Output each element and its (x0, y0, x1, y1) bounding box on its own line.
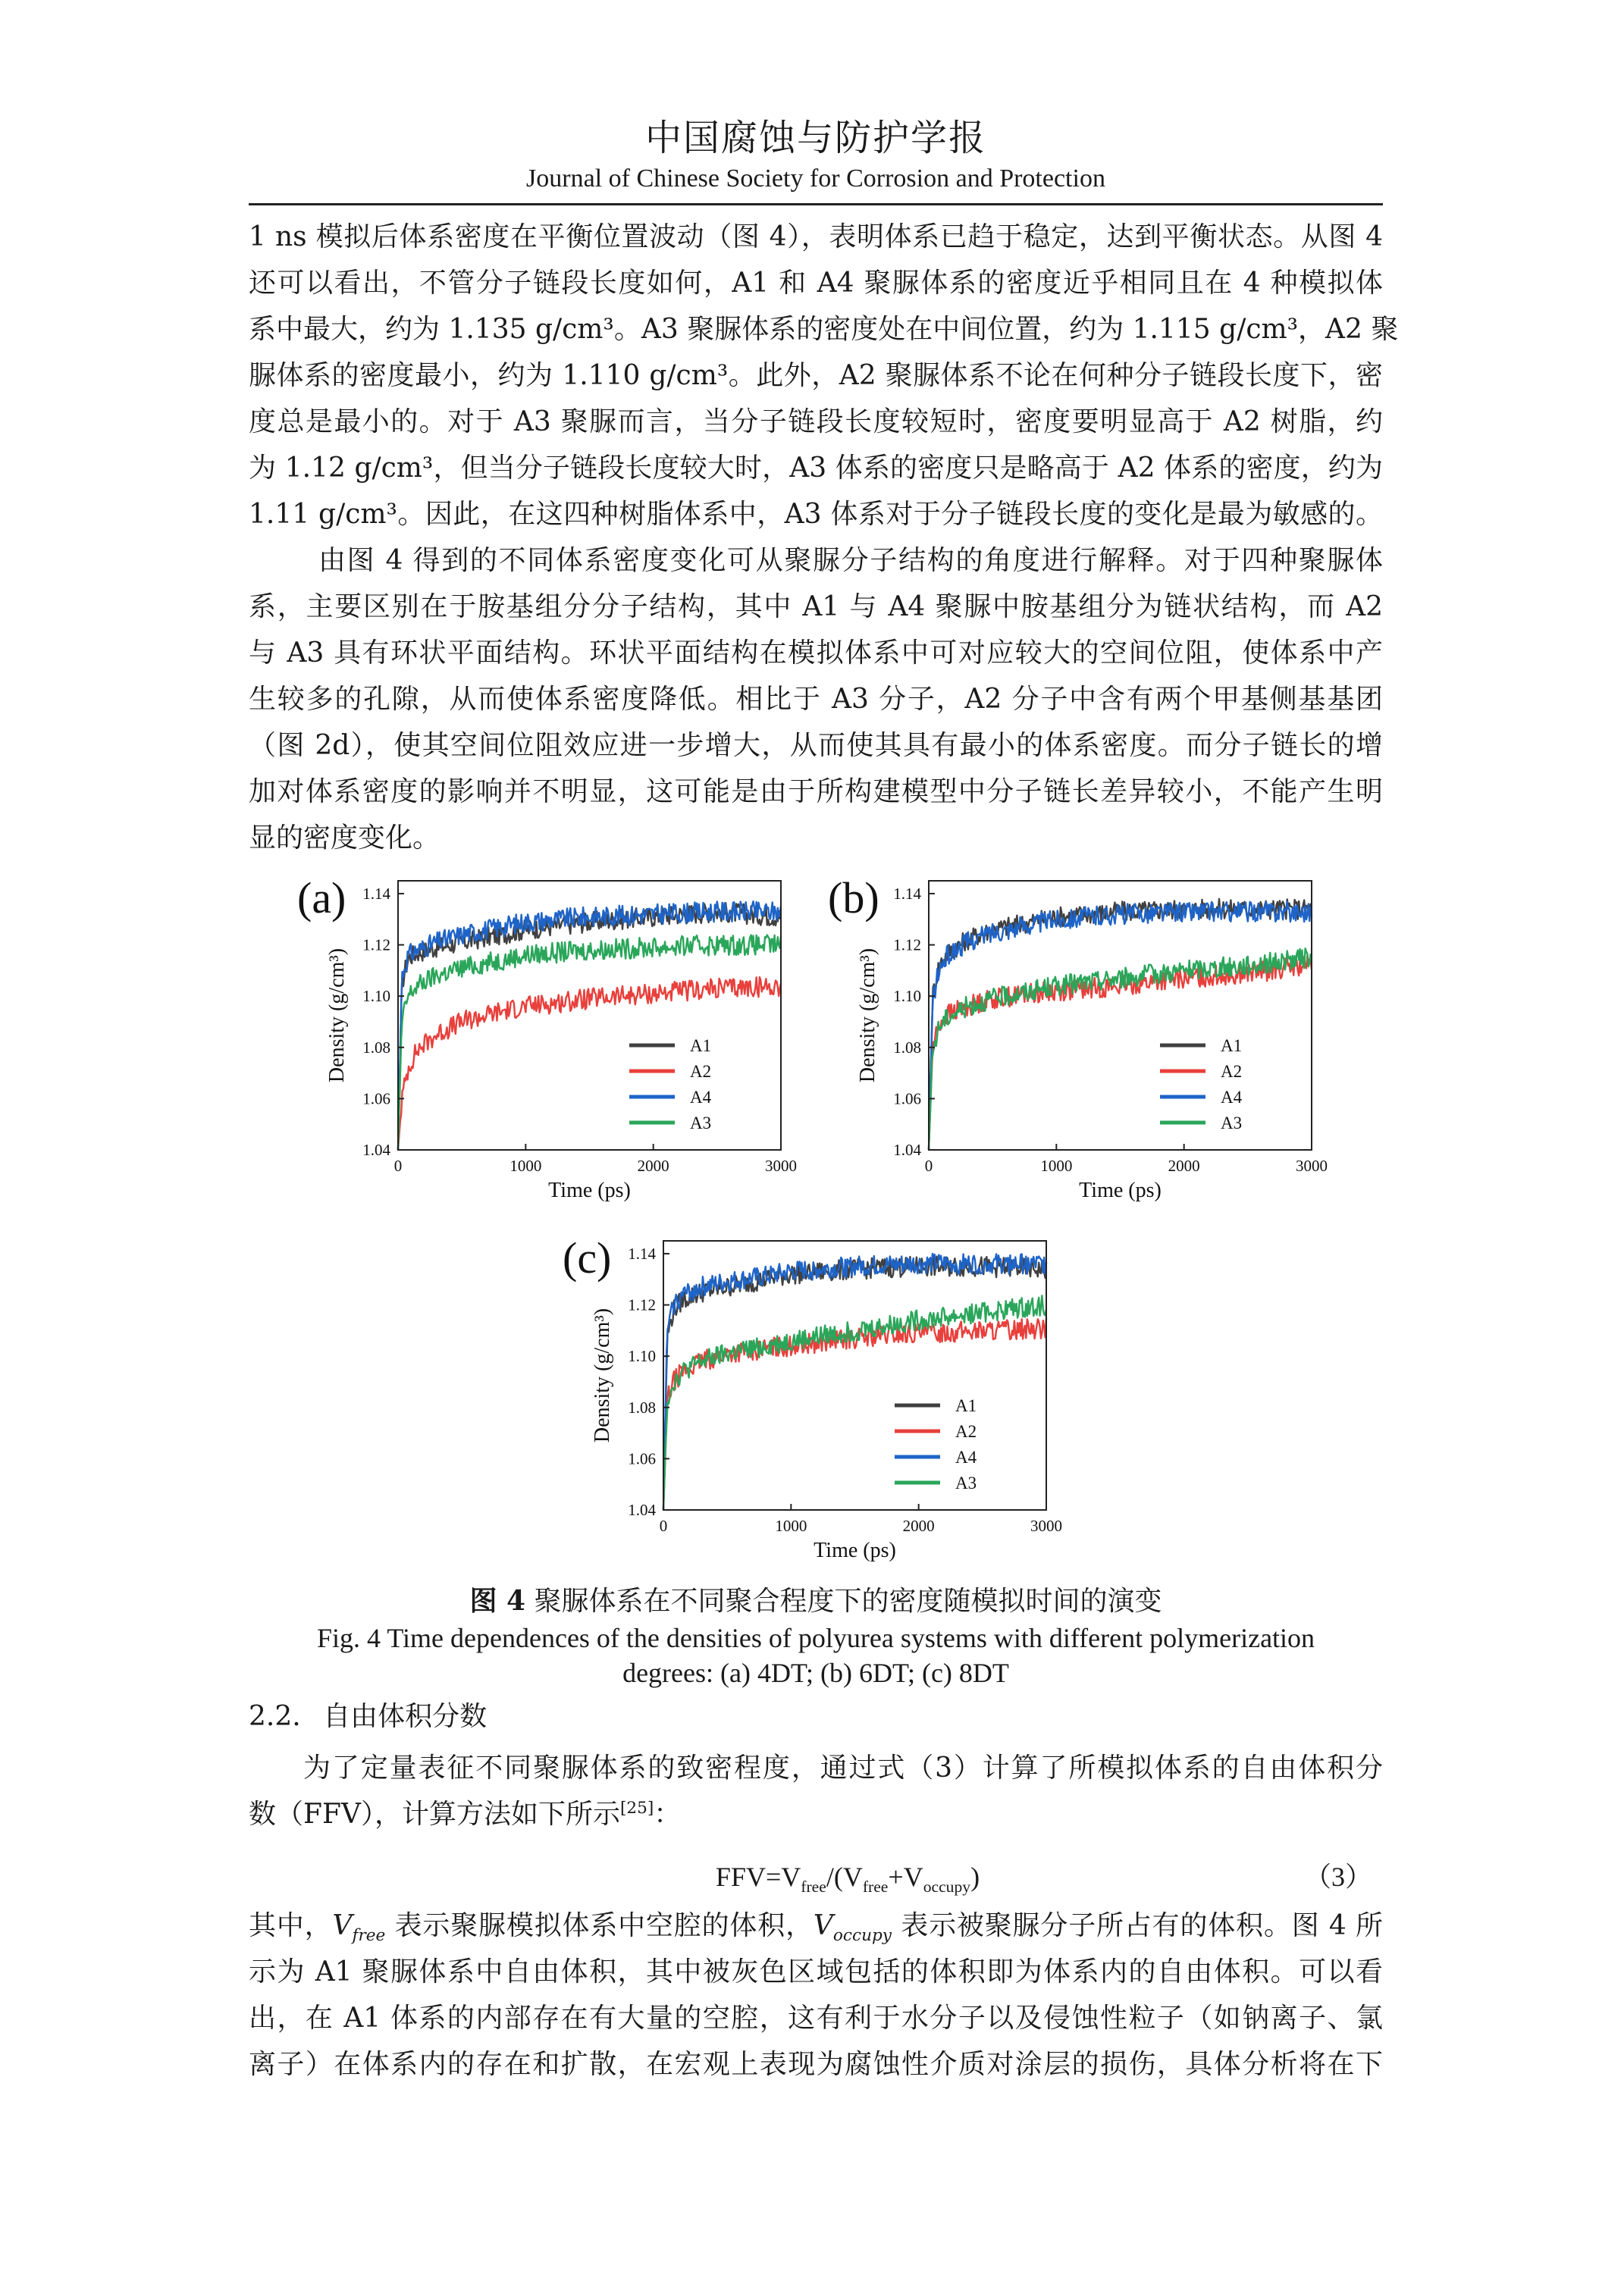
y-axis-label: Density (g/cm³) (591, 1308, 614, 1443)
y-tick-label: 1.04 (628, 1501, 656, 1519)
figure-caption-en (249, 1621, 1383, 1690)
x-tick-label: 3000 (1030, 1517, 1062, 1535)
y-tick-label: 1.14 (628, 1244, 656, 1263)
x-axis-label: Time (ps) (548, 1179, 631, 1202)
text-line: 显的密度变化。 (249, 822, 440, 854)
figure-caption-en-line2: degrees: (a) 4DT; (b) 6DT; (c) 8DT (622, 1658, 1009, 1688)
y-tick-label: 1.10 (628, 1347, 656, 1366)
figure-panel-b (819, 872, 1365, 1228)
y-tick-label: 1.14 (362, 884, 390, 903)
text-line: 加对体系密度的影响并不明显，这可能是由于所构建模型中分子链长差异较小，不能产生明 (249, 776, 1383, 807)
x-axis-label: Time (ps) (814, 1539, 896, 1562)
legend-label-A2: A2 (690, 1062, 712, 1081)
text-line: 脲体系的密度最小，约为 1.110 g/cm³。此外，A2 聚脲体系不论在何种分子链段长度下，密 (249, 360, 1383, 391)
equation-number: （3） (1303, 1862, 1372, 1892)
panel-label: (c) (563, 1233, 612, 1283)
x-tick-label: 1000 (509, 1157, 542, 1175)
text-line: 1.11 g/cm³。因此，在这四种树脂体系中，A3 体系对于分子链段长度的变化是最为敏感的。 (249, 499, 1383, 530)
panel-label: (a) (297, 873, 346, 922)
x-tick-label: 2000 (902, 1517, 935, 1535)
text-line: （图 2d），使其空间位阻效应进一步增大，从而使其具有最小的体系密度。而分子链长的增 (249, 730, 1383, 761)
figure-panel-c (553, 1232, 1099, 1588)
paragraph-4 (249, 1903, 1383, 2088)
series-line-A3 (929, 948, 1312, 1150)
text-line: 数（FFV），计算方法如下所示[25]： (249, 1799, 682, 1830)
y-tick-label: 1.06 (893, 1089, 921, 1108)
journal-header (249, 114, 1383, 196)
section-heading (249, 1698, 487, 1736)
y-tick-label: 1.08 (628, 1398, 656, 1417)
text-line: 1 ns 模拟后体系密度在平衡位置波动（图 4），表明体系已趋于稳定，达到平衡状态。从图 4 (249, 221, 1383, 252)
x-tick-label: 0 (393, 1157, 403, 1175)
text-line: 示为 A1 聚脲体系中自由体积，其中被灰色区域包括的体积即为体系内的自由体积。可以看 (249, 1956, 1383, 1987)
text-line: 其中，$V_{free}$ 表示聚脲模拟体系中空腔的体积，$V_{occupy}$ 表示被聚脲分子所占有的体积。图 4 所 (249, 1910, 1383, 1946)
legend-label-A4: A4 (690, 1088, 712, 1107)
plot-frame (929, 881, 1312, 1150)
text-line: 为了定量表征不同聚脲体系的致密程度，通过式（3）计算了所模拟体系的自由体积分 (303, 1753, 1383, 1784)
series-line-A4 (929, 902, 1312, 1150)
y-tick-label: 1.12 (893, 935, 921, 954)
text-line: 还可以看出，不管分子链段长度如何，A1 和 A4 聚脲体系的密度近乎相同且在 4 种模拟体 (249, 268, 1383, 299)
legend-label-A1: A1 (1221, 1036, 1243, 1055)
legend-label-A1: A1 (690, 1036, 712, 1055)
panel-label: (b) (828, 873, 879, 922)
journal-title-cn: 中国腐蚀与防护学报 (644, 117, 986, 159)
density-chart-a (288, 872, 834, 1228)
equation-ffv: $FFV=V_{free}/(V_{free}+V_{occupy})$ (715, 1862, 980, 1897)
journal-title-en: Journal of Chinese Society for Corrosion and Protection (526, 164, 1105, 193)
text-line: 生较多的孔隙，从而使体系密度降低。相比于 A3 分子，A2 分子中含有两个甲基侧基基团 (249, 684, 1383, 715)
legend-label-A4: A4 (1221, 1088, 1243, 1107)
density-chart-c (553, 1232, 1099, 1588)
text-line: 系中最大，约为 1.135 g/cm³。A3 聚脲体系的密度处在中间位置，约为 1.115 g/cm³，A2 聚 (249, 314, 1399, 345)
x-tick-label: 1000 (1040, 1157, 1073, 1175)
x-tick-label: 2000 (1168, 1157, 1200, 1175)
text-line: 度总是最小的。对于 A3 聚脲而言，当分子链段长度较短时，密度要明显高于 A2 树脂，约 (249, 406, 1383, 437)
text-line: 离子）在体系内的存在和扩散，在宏观上表现为腐蚀性介质对涂层的损伤，具体分析将在下 (249, 2049, 1383, 2080)
density-chart-b (819, 872, 1365, 1228)
legend-label-A2: A2 (955, 1422, 977, 1441)
x-tick-label: 3000 (765, 1157, 797, 1175)
paragraph-3 (249, 1745, 1383, 1837)
legend-label-A2: A2 (1221, 1062, 1243, 1081)
y-tick-label: 1.10 (893, 987, 921, 1006)
series-line-A3 (663, 1295, 1046, 1510)
figure-caption-text-cn: 聚脲体系在不同聚合程度下的密度随模拟时间的演变 (534, 1586, 1162, 1617)
x-tick-label: 3000 (1296, 1157, 1328, 1175)
y-tick-label: 1.04 (362, 1141, 390, 1159)
y-axis-label: Density (g/cm³) (856, 948, 879, 1083)
legend-label-A3: A3 (690, 1114, 712, 1132)
series-line-A4 (663, 1254, 1046, 1510)
figure-panel-a (288, 872, 834, 1228)
y-tick-label: 1.08 (893, 1038, 921, 1057)
paragraph-1 (249, 214, 1399, 537)
legend-label-A3: A3 (1221, 1114, 1243, 1132)
section-title: 自由体积分数 (323, 1701, 488, 1732)
y-tick-label: 1.08 (362, 1038, 390, 1057)
x-tick-label: 2000 (637, 1157, 669, 1175)
text-line: 出，在 A1 体系的内部存在有大量的空腔，这有利于水分子以及侵蚀性粒子（如钠离子、氯 (249, 2003, 1383, 2034)
series-line-A1 (929, 899, 1312, 1150)
legend-label-A3: A3 (955, 1474, 977, 1493)
legend-label-A1: A1 (955, 1396, 977, 1415)
x-axis-label: Time (ps) (1079, 1179, 1162, 1202)
figure-caption-en-line1: Fig. 4 Time dependences of the densities of polyurea systems with different polymerization (316, 1623, 1315, 1653)
figure-caption-cn (249, 1583, 1383, 1620)
y-axis-label: Density (g/cm³) (325, 948, 349, 1083)
series-line-A1 (663, 1257, 1046, 1511)
y-tick-label: 1.04 (893, 1141, 921, 1159)
y-tick-label: 1.06 (362, 1089, 390, 1108)
x-tick-label: 1000 (775, 1517, 807, 1535)
x-tick-label: 0 (924, 1157, 933, 1175)
y-tick-label: 1.10 (362, 987, 390, 1006)
y-tick-label: 1.12 (628, 1295, 656, 1314)
section-number: 2.2. (249, 1701, 301, 1732)
series-line-A2 (398, 977, 781, 1150)
text-line: 为 1.12 g/cm³，但当分子链段长度较大时，A3 体系的密度只是略高于 A2 体系的密度，约为 (249, 453, 1383, 484)
text-line: 由图 4 得到的不同体系密度变化可从聚脲分子结构的角度进行解释。对于四种聚脲体 (318, 545, 1383, 576)
y-tick-label: 1.12 (362, 935, 390, 954)
series-line-A3 (398, 935, 781, 1151)
header-rule (249, 203, 1383, 205)
legend-label-A4: A4 (955, 1448, 977, 1467)
paragraph-2 (249, 537, 1383, 861)
y-tick-label: 1.14 (893, 884, 921, 903)
text-line: 系，主要区别在于胺基组分分子结构，其中 A1 与 A4 聚脲中胺基组分为链状结构，而 A2 (249, 591, 1383, 622)
figure-label: 图 4 (469, 1585, 526, 1617)
x-tick-label: 0 (659, 1517, 668, 1535)
text-line: 与 A3 具有环状平面结构。环状平面结构在模拟体系中可对应较大的空间位阻，使体系中产 (249, 637, 1383, 669)
y-tick-label: 1.06 (628, 1449, 656, 1468)
